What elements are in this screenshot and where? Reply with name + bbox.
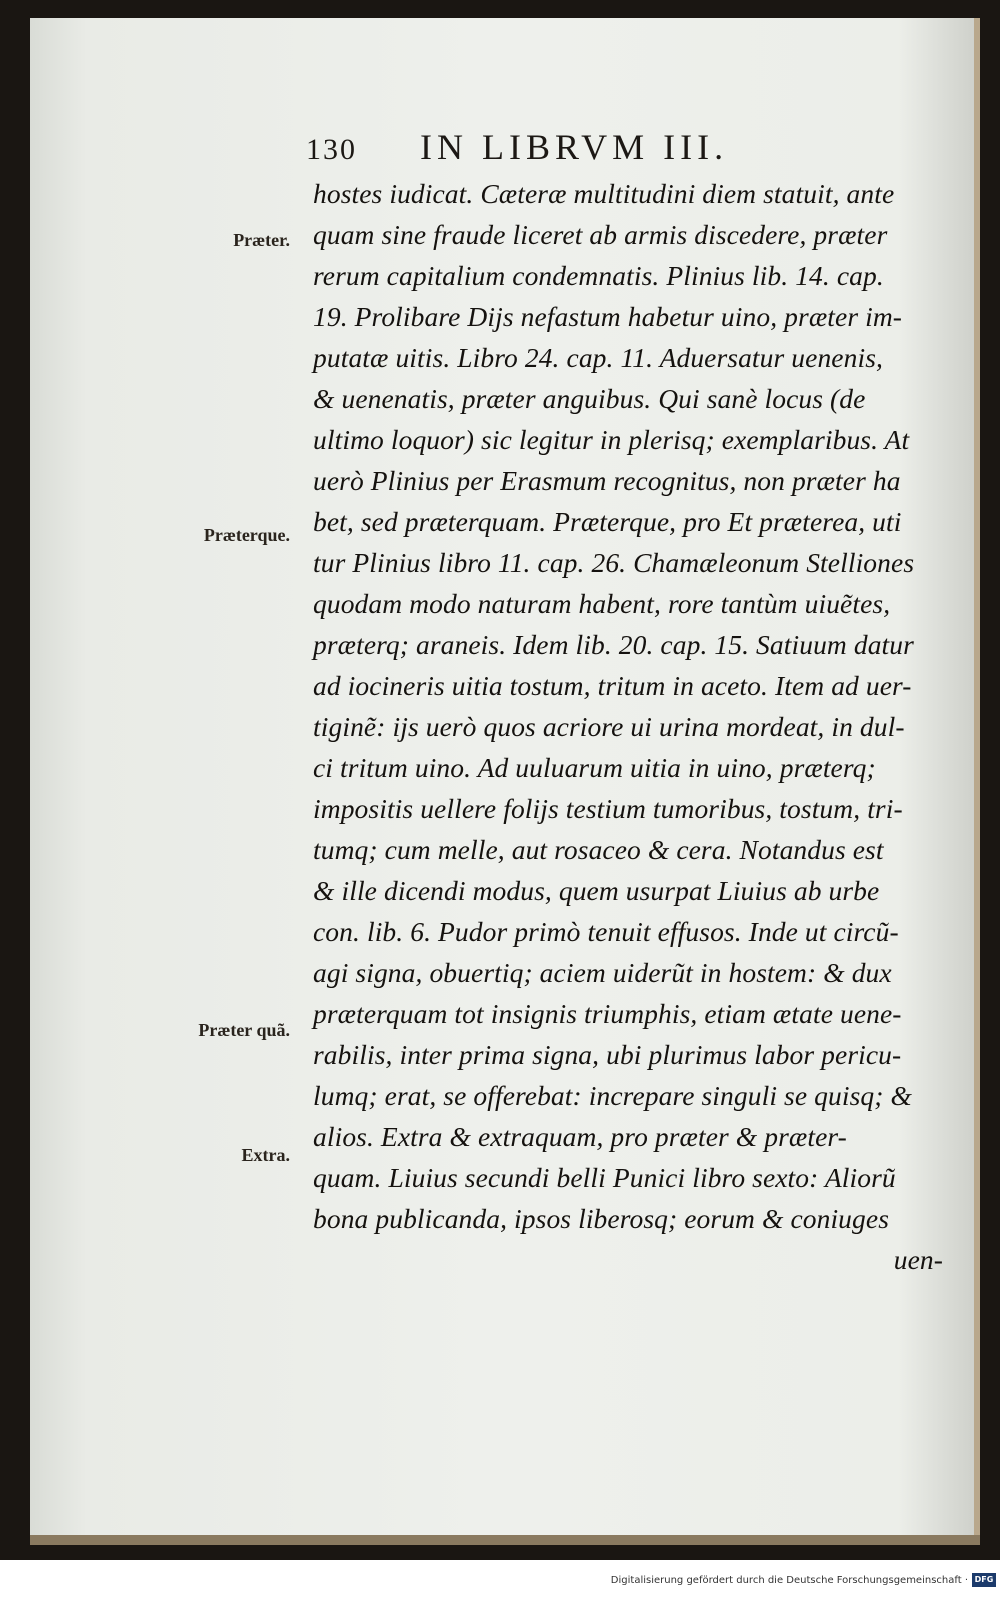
page-number: 130 <box>306 133 357 166</box>
text-line: ultimo loquor) sic legitur in plerisq; exemplaribus. At <box>313 424 910 455</box>
text-line: hostes iudicat. Cæteræ multitudini diem statuit, ante <box>313 178 895 209</box>
text-line: ad iocineris uitia tostum, tritum in aceto. Item ad uer- <box>313 670 912 701</box>
dfg-logo: DFG <box>972 1573 996 1587</box>
funding-credit: Digitalisierung gefördert durch die Deutsche Forschungsgemeinschaft · <box>610 1575 968 1586</box>
text-line: con. lib. 6. Pudor primò tenuit effusos. Inde ut circũ- <box>313 916 899 947</box>
text-line: lumq; erat, se offerebat: increpare singuli se quisq; & <box>313 1080 912 1111</box>
text-line: uerò Plinius per Erasmum recognitus, non præter ha <box>313 465 901 496</box>
text-line: putatæ uitis. Libro 24. cap. 11. Aduersatur uenenis, <box>313 342 883 373</box>
margin-note-praeter: Præter. <box>233 230 290 250</box>
text-line: & ille dicendi modus, quem usurpat Liuius ab urbe <box>313 875 880 906</box>
text-line: quodam modo naturam habent, rore tantùm uiuẽtes, <box>313 588 891 619</box>
catchword: uen- <box>893 1244 943 1275</box>
text-line: præterq; araneis. Idem lib. 20. cap. 15. Satiuum datur <box>313 629 914 660</box>
text-line: rerum capitalium condemnatis. Plinius lib. 14. cap. <box>313 260 884 291</box>
text-line: & uenenatis, præter anguibus. Qui sanè locus (de <box>313 383 866 414</box>
text-line: 19. Prolibare Dijs nefastum habetur uino, præter im- <box>313 301 903 332</box>
text-line: rabilis, inter prima signa, ubi plurimus labor pericu- <box>313 1039 902 1070</box>
text-line: præterquam tot insignis triumphis, etiam ætate uene- <box>313 998 902 1029</box>
running-title: IN LIBRVM III. <box>420 127 729 167</box>
text-line: impositis uellere folijs testium tumoribus, tostum, tri- <box>313 793 903 824</box>
margin-note-praeterque: Præterque. <box>203 525 290 545</box>
text-line: alios. Extra & extraquam, pro præter & præter- <box>313 1121 847 1152</box>
text-line: quam. Liuius secundi belli Punici libro sexto: Aliorũ <box>313 1162 896 1193</box>
text-line: agi signa, obuertiq; aciem uiderũt in hostem: & dux <box>313 957 892 988</box>
text-line: tumq; cum melle, aut rosaceo & cera. Notandus est <box>313 834 884 865</box>
text-line: bet, sed præterquam. Præterque, pro Et præterea, uti <box>313 506 902 537</box>
text-line: tur Plinius libro 11. cap. 26. Chamæleonum Stelliones <box>313 547 915 578</box>
text-line: tiginẽ: ijs uerò quos acriore ui urina mordeat, in dul- <box>313 711 905 742</box>
text-line: ci tritum uino. Ad uuluarum uitia in uino, præterq; <box>313 752 876 783</box>
margin-note-praeter-quam: Præter quã. <box>198 1020 290 1040</box>
margin-note-extra: Extra. <box>241 1145 290 1165</box>
page-edge <box>30 1535 980 1545</box>
running-head <box>306 126 906 176</box>
text-line: quam sine fraude liceret ab armis discedere, præter <box>313 219 888 250</box>
text-line: bona publicanda, ipsos liberosq; eorum & coniuges <box>313 1203 889 1234</box>
